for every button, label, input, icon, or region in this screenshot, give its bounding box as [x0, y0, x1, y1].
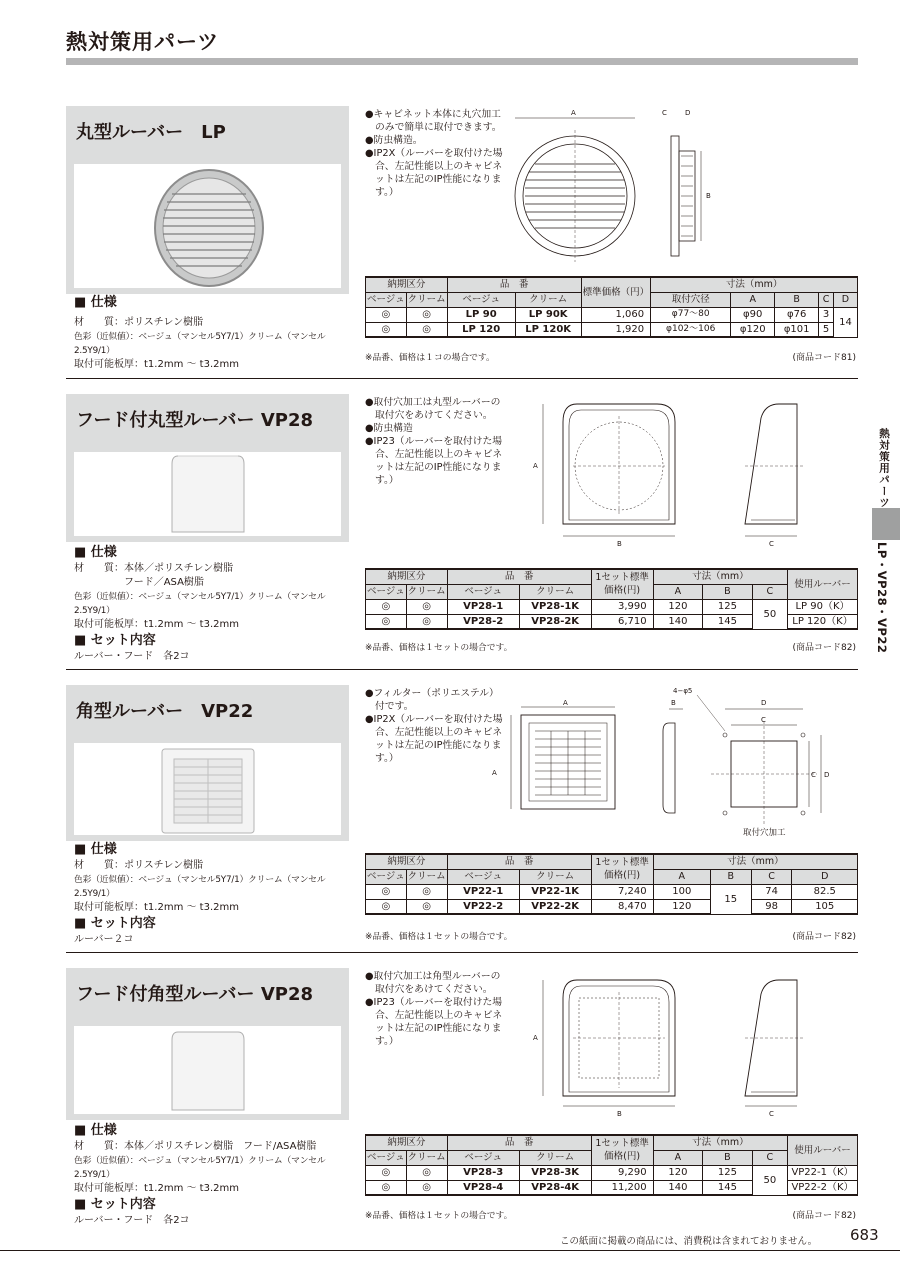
dim-label-d: D [761, 699, 767, 707]
col-louver: 使用ルーバー [788, 569, 858, 599]
cell-d: 14 [833, 307, 857, 337]
col-part-beige: ベージュ [447, 869, 519, 884]
product-photo [74, 164, 341, 288]
cell-part-beige: VP22-2 [447, 899, 519, 914]
cell-louver: LP 90（K） [788, 599, 858, 614]
table-row [366, 322, 858, 337]
dim-label-c-side: C [811, 771, 816, 779]
cell-b: φ101 [775, 322, 819, 337]
spec-line: 取付可能板厚：t1.2mm ～ t3.2mm [74, 619, 239, 630]
set-heading: ■ セット内容 [74, 633, 156, 648]
table-note: ※品番、価格は１セットの場合です。 [365, 1211, 513, 1221]
product-photo [74, 452, 341, 536]
section-title: 丸型ルーバー LP [76, 122, 226, 143]
cell-cream: ◎ [406, 1165, 447, 1180]
col-price: 標準価格（円） [581, 277, 651, 307]
col-cream: クリーム [407, 1152, 446, 1163]
spec-line: 取付可能板厚：t1.2mm ～ t3.2mm [74, 359, 239, 370]
product-photo [74, 743, 341, 835]
set-heading: ■ セット内容 [74, 1197, 156, 1212]
cell-beige: ◎ [366, 599, 407, 614]
feature-item: ●防虫構造 [365, 423, 413, 434]
footer-rule [0, 1250, 900, 1251]
cell-price: 6,710 [591, 614, 653, 629]
cell-part-cream: VP28-4K [519, 1180, 591, 1195]
cell-b: 15 [710, 884, 751, 914]
cell-part-beige: VP28-4 [447, 1180, 519, 1195]
dim-label-a: A [533, 1034, 538, 1042]
section-divider [66, 952, 858, 953]
col-part-number: 品 番 [447, 277, 581, 292]
round-louver-photo [74, 164, 341, 288]
dim-label-a-side: A [492, 769, 497, 777]
col-b: B [775, 292, 819, 307]
cell-a: 140 [653, 614, 703, 629]
table-note: ※品番、価格は１セットの場合です。 [365, 932, 513, 942]
col-part-beige: ベージュ [447, 584, 519, 599]
spec-heading: ■ 仕様 [74, 1123, 117, 1138]
section-title: 角型ルーバー VP22 [76, 701, 254, 722]
tax-note: この紙面に掲載の商品には、消費税は含まれておりません。 [560, 1236, 818, 1247]
cell-beige: ◎ [366, 1165, 407, 1180]
cell-part-cream: VP22-2K [519, 899, 591, 914]
feature-list [365, 687, 505, 765]
col-beige: ベージュ [367, 586, 405, 597]
col-part-beige: ベージュ [447, 292, 515, 307]
dim-label-c: C [662, 109, 667, 117]
col-c: C [819, 292, 834, 307]
cell-beige: ◎ [366, 1180, 407, 1195]
col-a: A [653, 869, 710, 884]
product-table [365, 276, 858, 338]
product-table [365, 1134, 858, 1196]
page-number: 683 [850, 1226, 879, 1244]
set-contents: ルーバー・フード 各2コ [74, 651, 190, 662]
spec-line: 取付可能板厚：t1.2mm ～ t3.2mm [74, 1183, 239, 1194]
col-a: A [653, 1150, 703, 1165]
feature-item: ●IP23（ルーバーを取付けた場合、左記性能以上のキャビネットは左記のIP性能になります。） [365, 436, 503, 486]
product-photo-frame [66, 158, 349, 294]
spec-line: 材 質：ポリスチレン樹脂 [74, 317, 204, 328]
hood-square-dimension-drawing [525, 974, 825, 1124]
set-heading: ■ セット内容 [74, 916, 156, 931]
col-b: B [703, 1150, 753, 1165]
cell-cream: ◎ [406, 307, 447, 322]
col-cream: クリーム [407, 586, 446, 597]
page-title: 熱対策用パーツ [66, 30, 220, 54]
cell-part-beige: VP28-3 [447, 1165, 519, 1180]
cell-cream: ◎ [406, 884, 447, 899]
table-row [366, 1165, 858, 1180]
cell-a: 140 [653, 1180, 703, 1195]
spec-block [74, 1122, 354, 1228]
col-part-beige: ベージュ [447, 1150, 519, 1165]
col-delivery: 納期区分 [366, 277, 448, 292]
cell-cream: ◎ [406, 614, 447, 629]
dim-label-d: D [685, 109, 691, 117]
spec-line: 材 質：本体／ポリスチレン樹脂 フード/ASA樹脂 [74, 1141, 317, 1152]
cell-c: 50 [752, 599, 787, 629]
cell-cream: ◎ [406, 899, 447, 914]
col-a: A [731, 292, 775, 307]
col-c: C [752, 1150, 787, 1165]
feature-item: ●IP2X（ルーバーを取付けた場合、左記性能以上のキャビネットは左記のIP性能になります。） [365, 714, 503, 764]
cell-part-beige: LP 120 [447, 322, 515, 337]
col-part-cream: クリーム [519, 869, 591, 884]
dim-label-c: C [769, 1110, 774, 1118]
col-price: 1セット標準価格(円) [591, 854, 653, 884]
dim-label-c: C [769, 540, 774, 548]
cell-c: 50 [752, 1165, 787, 1195]
cell-part-cream: VP22-1K [519, 884, 591, 899]
cell-c: 5 [819, 322, 834, 337]
spec-line: 色彩（近似値）：ベージュ（マンセル5Y7/1）クリーム（マンセル2.5Y9/1） [74, 592, 326, 616]
section-title: フード付丸型ルーバー VP28 [76, 410, 313, 431]
spec-heading: ■ 仕様 [74, 295, 117, 310]
round-louver-dimension-drawing [505, 106, 735, 268]
col-part-cream: クリーム [515, 292, 581, 307]
cell-b: 125 [703, 599, 753, 614]
table-row [366, 307, 858, 322]
cell-c: 98 [751, 899, 792, 914]
cell-cream: ◎ [406, 1180, 447, 1195]
cell-a: φ90 [731, 307, 775, 322]
col-part-number: 品 番 [447, 854, 591, 869]
cell-part-cream: LP 90K [515, 307, 581, 322]
side-tab-label: LP・VP28・VP22 [875, 542, 889, 654]
cell-a: 120 [653, 1165, 703, 1180]
dim-label-a: A [563, 699, 568, 707]
cell-part-beige: LP 90 [447, 307, 515, 322]
feature-item: ●取付穴加工は角型ルーバーの取付穴をあけてください。 [365, 971, 501, 995]
feature-item: ●フィルター（ポリエステル）付です。 [365, 688, 499, 712]
section-divider [66, 669, 858, 670]
dim-label-b: B [617, 1110, 622, 1118]
col-dimensions: 寸法（mm） [653, 569, 787, 584]
table-row [366, 884, 858, 899]
cell-louver: VP22-1（K） [788, 1165, 858, 1180]
cell-a: φ120 [731, 322, 775, 337]
spec-line: 材 質：本体／ポリスチレン樹脂 [74, 563, 234, 574]
spec-line: フード／ASA樹脂 [74, 577, 204, 588]
cell-part-beige: VP28-2 [447, 614, 519, 629]
cell-price: 9,290 [591, 1165, 653, 1180]
cell-a: 120 [653, 599, 703, 614]
square-louver-dimension-drawing [485, 685, 845, 845]
col-c: C [752, 584, 787, 599]
cell-price: 7,240 [591, 884, 653, 899]
set-contents: ルーバー・フード 各2コ [74, 1215, 190, 1226]
section-title-bar [66, 685, 349, 737]
hood-square-photo [74, 1026, 341, 1114]
cell-beige: ◎ [366, 884, 407, 899]
side-category-label: 熱対策用パーツ [878, 428, 890, 509]
cell-price: 1,060 [581, 307, 651, 322]
cell-beige: ◎ [366, 614, 407, 629]
cell-b: 145 [703, 1180, 753, 1195]
diagram-caption: 取付穴加工 [743, 828, 786, 838]
cell-hole: φ102～106 [651, 322, 731, 337]
dim-label-b: B [617, 540, 622, 548]
cell-part-cream: VP28-3K [519, 1165, 591, 1180]
dim-label-d-side: D [824, 771, 830, 779]
spec-line: 色彩（近似値）：ベージュ（マンセル5Y7/1）クリーム（マンセル2.5Y9/1） [74, 332, 326, 356]
title-rule [66, 58, 858, 65]
cell-b: 125 [703, 1165, 753, 1180]
section-title: フード付角型ルーバー VP28 [76, 984, 313, 1005]
cell-part-beige: VP22-1 [447, 884, 519, 899]
cell-beige: ◎ [366, 899, 407, 914]
feature-item: ●防虫構造。 [365, 135, 423, 146]
side-tab-marker [872, 508, 900, 540]
col-part-number: 品 番 [447, 1135, 591, 1150]
product-photo-frame [66, 1020, 349, 1120]
product-photo-frame [66, 737, 349, 841]
cell-cream: ◎ [406, 322, 447, 337]
col-a: A [653, 584, 703, 599]
cell-part-cream: VP28-1K [519, 599, 591, 614]
cell-a: 100 [653, 884, 710, 899]
col-b: B [703, 584, 753, 599]
hood-round-photo [74, 452, 341, 536]
cell-price: 11,200 [591, 1180, 653, 1195]
cell-price: 3,990 [591, 599, 653, 614]
feature-list [365, 396, 505, 487]
col-dimensions: 寸法（mm） [653, 1135, 787, 1150]
dim-label-a: A [533, 462, 538, 470]
table-row [366, 599, 858, 614]
col-part-cream: クリーム [519, 1150, 591, 1165]
col-d: D [792, 869, 858, 884]
holes-label: 4−φ5 [673, 687, 693, 695]
col-beige: ベージュ [367, 1152, 405, 1163]
cell-d: 105 [792, 899, 858, 914]
col-c: C [751, 869, 792, 884]
col-dimensions: 寸法（mm） [651, 277, 858, 292]
spec-heading: ■ 仕様 [74, 545, 117, 560]
dim-label-a: A [571, 109, 576, 117]
col-part-number: 品 番 [447, 569, 591, 584]
spec-line: 材 質：ポリスチレン樹脂 [74, 860, 204, 871]
col-delivery: 納期区分 [366, 569, 448, 584]
col-cream: クリーム [407, 294, 446, 305]
col-price: 1セット標準価格(円) [591, 1135, 653, 1165]
product-code: (商品コード82) [792, 1211, 856, 1221]
table-note: ※品番、価格は１セットの場合です。 [365, 643, 513, 653]
cell-d: 82.5 [792, 884, 858, 899]
feature-item: ●キャビネット本体に丸穴加工のみで簡単に取付できます。 [365, 109, 502, 133]
table-note: ※品番、価格は１コの場合です。 [365, 353, 495, 363]
col-b: B [710, 869, 751, 884]
spec-block [74, 544, 354, 664]
dim-label-b: B [671, 699, 676, 707]
section-title-bar [66, 968, 349, 1020]
hood-round-dimension-drawing [525, 398, 825, 548]
cell-a: 120 [653, 899, 710, 914]
product-photo-frame [66, 446, 349, 542]
col-beige: ベージュ [367, 871, 405, 882]
feature-list [365, 108, 505, 199]
section-divider [66, 378, 858, 379]
col-delivery: 納期区分 [366, 854, 448, 869]
section-title-bar [66, 394, 349, 446]
dim-label-c: C [761, 716, 766, 724]
feature-item: ●IP2X（ルーバーを取付けた場合、左記性能以上のキャビネットは左記のIP性能になります。） [365, 148, 503, 198]
product-code: (商品コード82) [792, 932, 856, 942]
feature-list [365, 970, 505, 1048]
set-contents: ルーバー２コ [74, 934, 134, 945]
cell-hole: φ77～80 [651, 307, 731, 322]
col-cream: クリーム [407, 871, 446, 882]
product-code: (商品コード82) [792, 643, 856, 653]
col-dimensions: 寸法（mm） [653, 854, 857, 869]
product-code: (商品コード81) [792, 353, 856, 363]
cell-price: 1,920 [581, 322, 651, 337]
product-photo [74, 1026, 341, 1114]
spec-line: 色彩（近似値）：ベージュ（マンセル5Y7/1）クリーム（マンセル2.5Y9/1） [74, 1156, 326, 1180]
dim-label-b: B [706, 192, 711, 200]
col-louver: 使用ルーバー [788, 1135, 858, 1165]
feature-item: ●取付穴加工は丸型ルーバーの取付穴をあけてください。 [365, 397, 501, 421]
spec-block [74, 841, 354, 947]
feature-item: ●IP23（ルーバーを取付けた場合、左記性能以上のキャビネットは左記のIP性能になります。） [365, 997, 503, 1047]
product-table [365, 568, 858, 630]
col-hole: 取付穴径 [651, 292, 731, 307]
cell-c: 3 [819, 307, 834, 322]
cell-part-cream: LP 120K [515, 322, 581, 337]
col-price: 1セット標準価格(円) [591, 569, 653, 599]
spec-line: 取付可能板厚：t1.2mm ～ t3.2mm [74, 902, 239, 913]
spec-heading: ■ 仕様 [74, 842, 117, 857]
section-title-bar [66, 106, 349, 158]
cell-cream: ◎ [406, 599, 447, 614]
spec-line: 色彩（近似値）：ベージュ（マンセル5Y7/1）クリーム（マンセル2.5Y9/1） [74, 875, 326, 899]
cell-part-cream: VP28-2K [519, 614, 591, 629]
cell-b: φ76 [775, 307, 819, 322]
col-d: D [833, 292, 857, 307]
product-table [365, 853, 858, 915]
square-louver-photo [74, 743, 341, 835]
col-beige: ベージュ [367, 294, 405, 305]
col-part-cream: クリーム [519, 584, 591, 599]
cell-price: 8,470 [591, 899, 653, 914]
cell-part-beige: VP28-1 [447, 599, 519, 614]
cell-louver: LP 120（K） [788, 614, 858, 629]
spec-block [74, 294, 354, 372]
cell-beige: ◎ [366, 322, 407, 337]
cell-b: 145 [703, 614, 753, 629]
table-row [366, 899, 858, 914]
cell-c: 74 [751, 884, 792, 899]
col-delivery: 納期区分 [366, 1135, 448, 1150]
cell-louver: VP22-2（K） [788, 1180, 858, 1195]
cell-beige: ◎ [366, 307, 407, 322]
